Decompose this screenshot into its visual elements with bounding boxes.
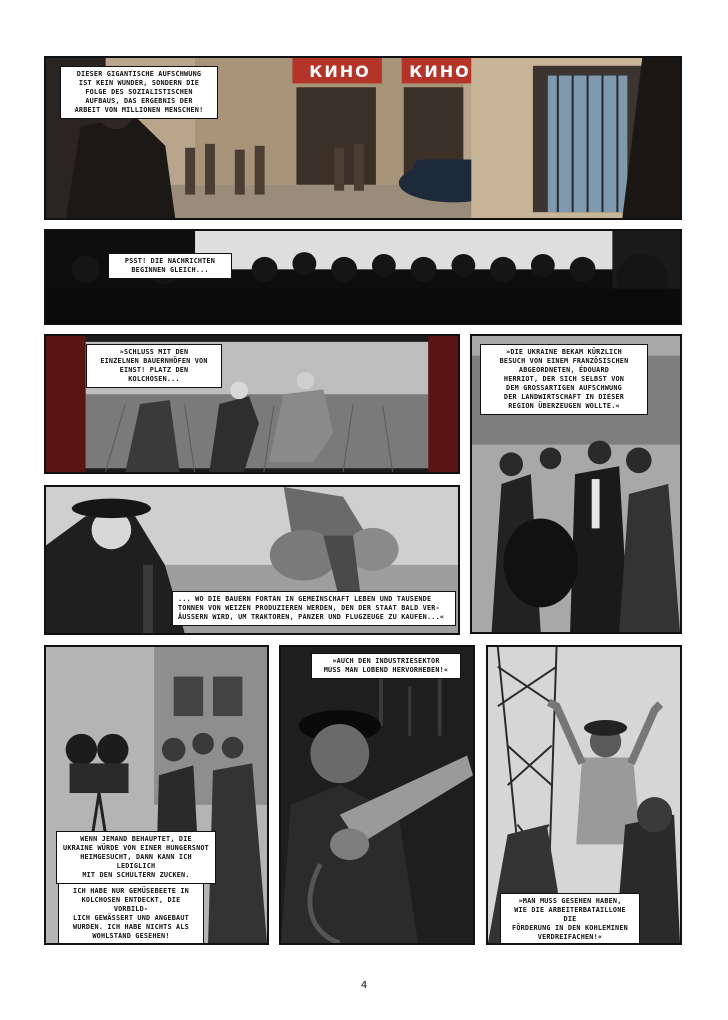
caption-p1: DIESER GIGANTISCHE AUFSCHWUNG IST KEIN WUNDER, SONDERN DIE FOLGE DES SOZIALISTISCHEN AUFBAUS, DAS ERGEBNIS DER ARBEIT VON MILLIONEN MENSCHEN! [60,66,218,119]
caption-p7: »AUCH DEN INDUSTRIESEKTOR MUSS MAN LOBEND HERVORHEBEN!« [311,653,461,679]
caption-p3: »SCHLUSS MIT DEN EINZELNEN BAUERNHÖFEN VON EINST! PLATZ DEN KOLCHOSEN... [86,344,222,388]
panel-1-cinema-street [44,56,682,220]
caption-p6-b: ICH HABE NUR GEMÜSEBEETE IN KOLCHOSEN ENTDECKT, DIE VORBILD- LICH GEWÄSSERT UND ANGEBAUT WURDEN. ICH HABE NICHTS ALS WOHLSTAND GESEHEN! [58,883,204,945]
cinema-sign-right: КИНО [409,62,471,81]
panel-5-farmer-oxen [44,485,460,635]
cinema-sign-left: КИНО [309,62,371,81]
caption-p6-a: WENN JEMAND BEHAUPTET, DIE UKRAINE WÜRDE VON EINER HUNGERSNOT HEIMGESUCHT, DANN KANN ICH LEDIGLICH MIT DEN SCHULTERN ZUCKEN. [56,831,216,884]
drill-worker-illustration [281,647,473,943]
panel-2-audience [44,229,682,325]
caption-p2: PSST! DIE NACHRICHTEN BEGINNEN GLEICH... [108,253,232,279]
caption-p4: »DIE UKRAINE BEKAM KÜRZLICH BESUCH VON EINEM FRANZÖSISCHEN ABGEORDNETEN, ÉDOUARD HERRIOT, DER SICH SELBST VON DEM GROSSARTIGEN AUFSCHWUNG DER LANDWIRTSCHAFT IN DIESER REGION ÜBERZEUGEN WOLLTE.« [480,344,648,415]
panel-6-camera-officials [44,645,269,945]
caption-p8: »MAN MUSS GESEHEN HABEN, WIE DIE ARBEITERBATAILLONE DIE FÖRDERUNG IN DEN KOHLEMINEN VERDREIFACHEN!« [500,893,640,945]
panel-8-mine-workers [486,645,682,945]
panel-4-crowd-visit [470,334,682,634]
panel-7-drill-worker [279,645,475,945]
caption-p5: ... WO DIE BAUERN FORTAN IN GEMEINSCHAFT LEBEN UND TAUSENDE TONNEN VON WEIZEN PRODUZIEREN WERDEN, DEN DER STAAT BALD VER- ÄUSSERN WIRD, UM TRAKTOREN, PANZER UND FLUGZEUGE ZU KAUFEN...« [172,591,456,626]
page-number: 4 [360,980,368,991]
panel-3-wheat-field [44,334,460,474]
